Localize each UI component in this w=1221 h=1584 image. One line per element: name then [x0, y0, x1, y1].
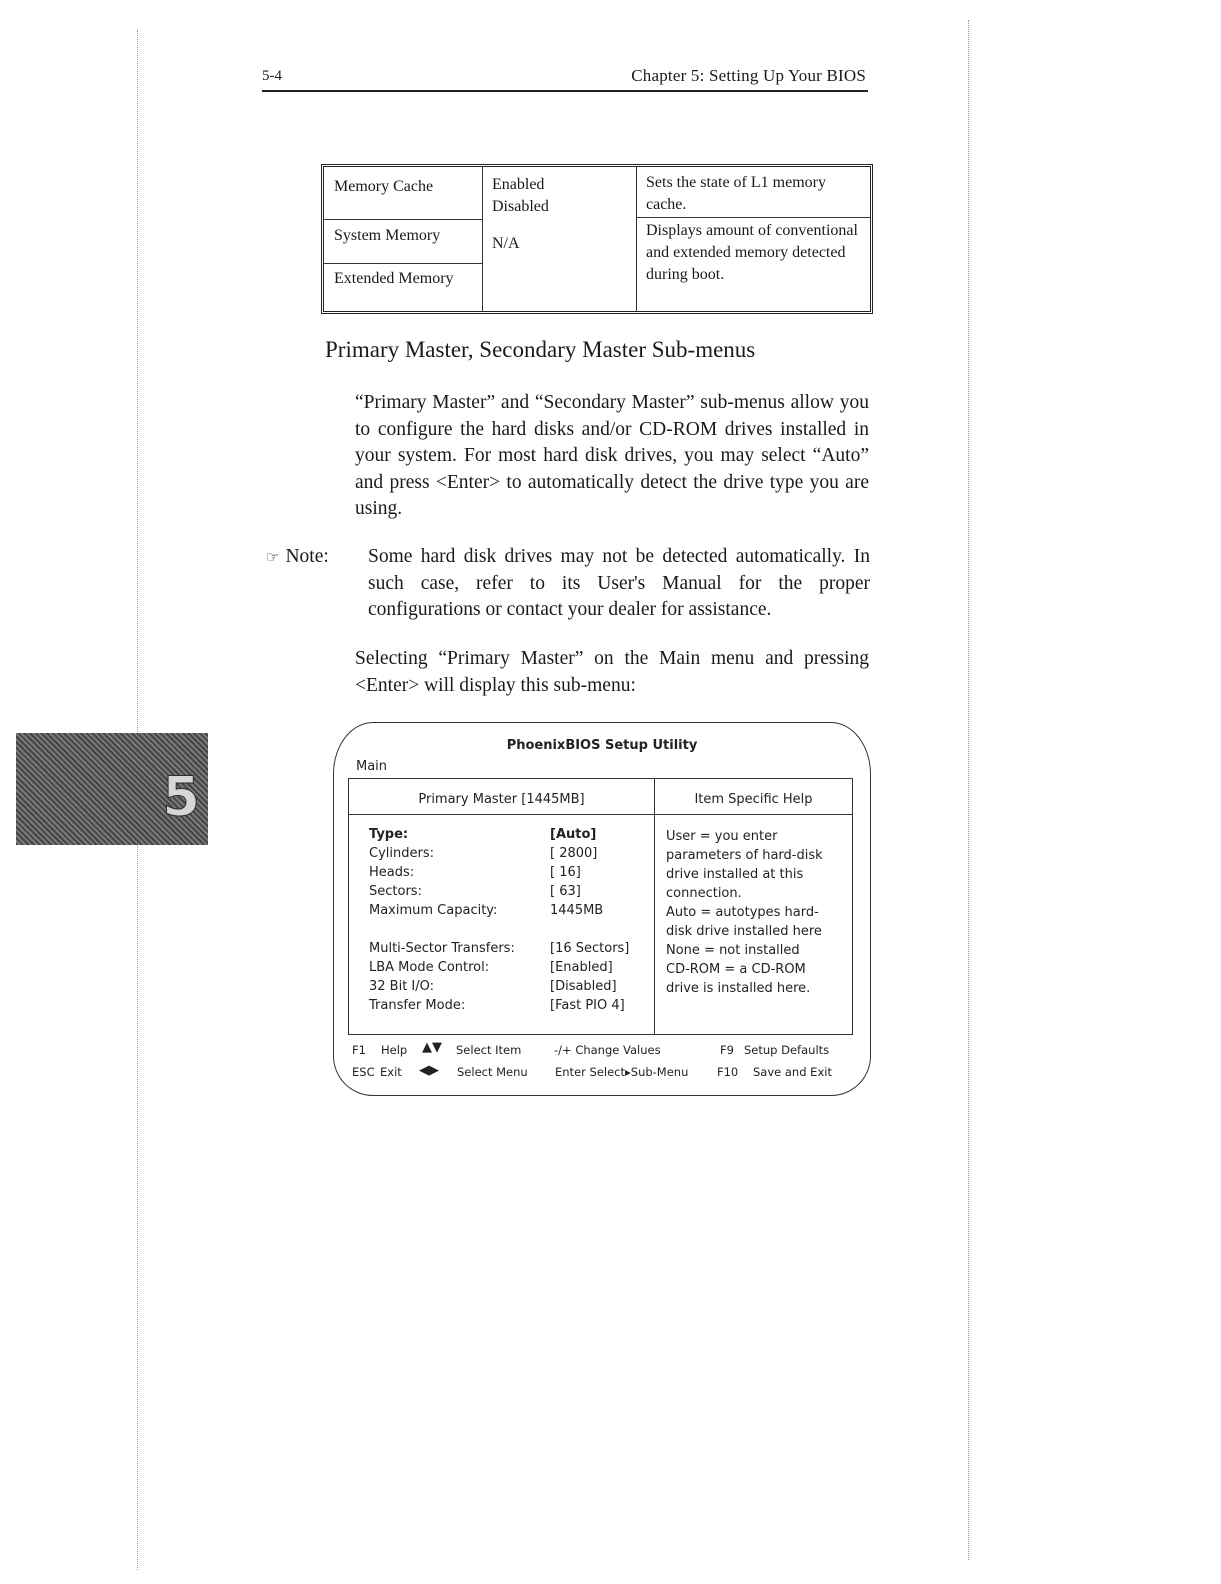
bios-field-multi-sector[interactable]: [369, 941, 649, 960]
page-number: 5-4: [262, 68, 282, 84]
bios-field-cylinders[interactable]: [369, 846, 649, 865]
note-label: [266, 546, 329, 568]
help-line: CD-ROM = a CD-ROM: [666, 962, 806, 977]
key-help-label: Help: [381, 1043, 408, 1057]
help-line: User = you enter: [666, 829, 778, 844]
table-cell-description: Displays amount of conventional and extended memory detected during boot.: [646, 222, 858, 283]
key-setup-defaults-label: Setup Defaults: [744, 1043, 830, 1057]
bios-field-label: Sectors:: [369, 884, 422, 899]
help-line: connection.: [666, 886, 742, 901]
help-line: drive installed at this: [666, 867, 804, 882]
section-title: Primary Master, Secondary Master Sub-menus: [325, 337, 756, 362]
up-down-arrow-icon: ▲▼: [422, 1040, 442, 1055]
bios-title: PhoenixBIOS Setup Utility: [506, 738, 698, 753]
bios-field-list: [369, 827, 649, 1017]
table-divider: [482, 167, 483, 311]
table-cell-option: N/A: [492, 235, 520, 252]
help-line: Auto = autotypes hard-: [666, 905, 819, 920]
key-select-item-label: Select Item: [456, 1043, 522, 1057]
help-line: disk drive installed here: [666, 924, 822, 939]
key-esc[interactable]: ESC: [352, 1065, 375, 1079]
table-divider: [324, 263, 482, 264]
option-table: [321, 164, 873, 314]
bios-screen: [333, 722, 871, 1096]
bios-field-label: Cylinders:: [369, 846, 434, 861]
help-line: drive is installed here.: [666, 981, 811, 996]
bios-field-transfer-mode[interactable]: [369, 998, 649, 1017]
table-cell-item: Extended Memory: [334, 270, 454, 287]
bios-panel-header-rule: [349, 814, 852, 815]
key-select-menu-label: Select Menu: [457, 1065, 528, 1079]
intro-paragraph: “Primary Master” and “Secondary Master” sub-menus allow you to configure the hard disks and/or CD-ROM drives installed in your system. For most hard disk drives, you may select “Auto” and press <Enter> to automatically detect the drive type you are using.: [355, 392, 869, 519]
chapter-tab-number: 5: [162, 765, 200, 828]
bios-panel-divider: [654, 779, 655, 1034]
bios-panel-title: Primary Master [1445MB]: [418, 792, 585, 807]
bios-panel: [348, 778, 853, 1035]
bios-field-value: [ 16]: [550, 865, 581, 880]
key-save-exit-label: Save and Exit: [753, 1065, 832, 1079]
bios-field-label: 32 Bit I/O:: [369, 979, 435, 994]
bios-field-value: [Enabled]: [550, 960, 613, 975]
table-divider: [636, 217, 870, 218]
bios-field-32bit-io[interactable]: [369, 979, 649, 998]
bios-field-lba-mode[interactable]: [369, 960, 649, 979]
bios-field-value: [Auto]: [550, 827, 597, 842]
bios-field-max-capacity: [369, 903, 649, 922]
table-divider: [324, 219, 482, 220]
table-cell-description: Sets the state of L1 memory cache.: [646, 174, 826, 213]
note-label-text: Note:: [285, 546, 329, 567]
bios-field-value: [Disabled]: [550, 979, 617, 994]
bios-field-value: [16 Sectors]: [550, 941, 630, 956]
bios-field-label: Multi-Sector Transfers:: [369, 941, 515, 956]
table-cell-option: Disabled: [492, 198, 549, 215]
help-line: parameters of hard-disk: [666, 848, 823, 863]
bios-field-value: [Fast PIO 4]: [550, 998, 625, 1013]
bios-field-value: 1445MB: [550, 903, 604, 918]
bios-field-value: [ 63]: [550, 884, 581, 899]
page-header: [262, 62, 868, 92]
pointing-hand-icon: ☞: [266, 550, 280, 566]
key-change-values[interactable]: -/+ Change Values: [554, 1043, 661, 1057]
scan-margin-right: [968, 20, 969, 1560]
key-enter-submenu[interactable]: Enter Select▸Sub-Menu: [555, 1065, 689, 1079]
table-cell-item: System Memory: [334, 227, 441, 244]
bios-field-label: LBA Mode Control:: [369, 960, 490, 975]
key-f1[interactable]: F1: [352, 1043, 366, 1057]
table-cell-option: Enabled: [492, 176, 545, 193]
table-divider: [636, 167, 637, 311]
bios-menu-main[interactable]: Main: [356, 759, 388, 774]
chapter-tab: [16, 733, 208, 845]
bios-field-label: Transfer Mode:: [369, 998, 466, 1013]
bios-help-title: Item Specific Help: [694, 792, 813, 807]
submenu-paragraph: Selecting “Primary Master” on the Main menu and pressing <Enter> will display this sub-menu:: [355, 648, 869, 696]
table-cell-item: Memory Cache: [334, 178, 434, 195]
bios-help-text: [666, 827, 848, 998]
bios-field-heads[interactable]: [369, 865, 649, 884]
bios-field-label: Heads:: [369, 865, 415, 880]
key-f9[interactable]: F9: [720, 1043, 734, 1057]
bios-field-label: Type:: [369, 827, 409, 842]
bios-field-value: [ 2800]: [550, 846, 598, 861]
note-text: Some hard disk drives may not be detected automatically. In such case, refer to its User's Manual for the proper configurations or contact your dealer for assistance.: [368, 546, 870, 620]
bios-field-sectors[interactable]: [369, 884, 649, 903]
bios-field-type[interactable]: [369, 827, 649, 846]
left-right-arrow-icon: ◀▶: [419, 1063, 439, 1078]
chapter-title: Chapter 5: Setting Up Your BIOS: [631, 66, 866, 85]
help-line: None = not installed: [666, 943, 800, 958]
key-f10[interactable]: F10: [717, 1065, 739, 1079]
bios-field-label: Maximum Capacity:: [369, 903, 498, 918]
key-exit-label: Exit: [380, 1065, 402, 1079]
